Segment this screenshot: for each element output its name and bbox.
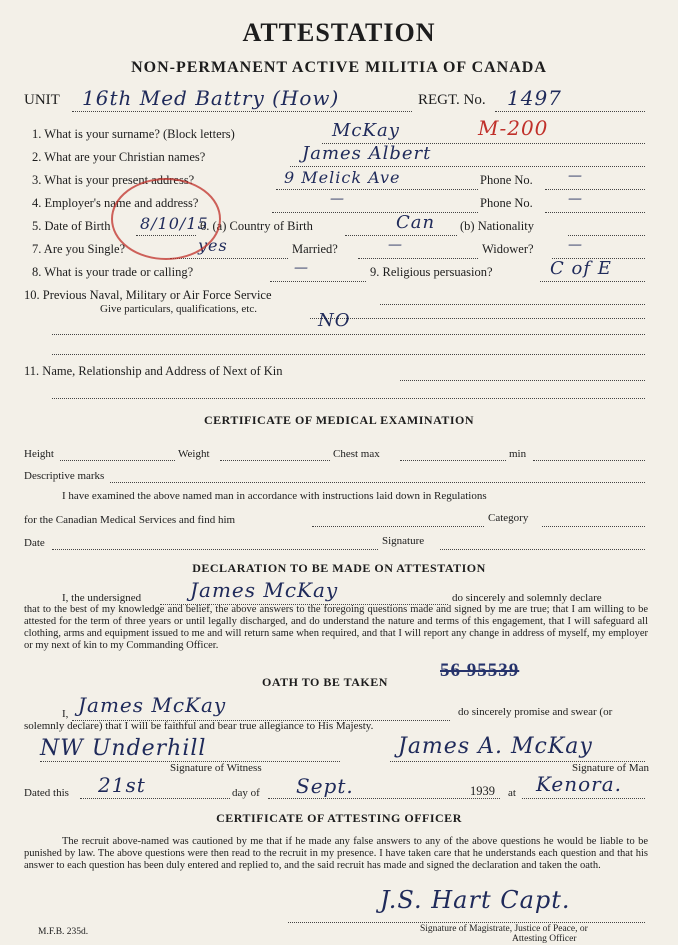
dated-label: Dated this (24, 787, 69, 799)
unit-label: UNIT (24, 92, 60, 108)
officer-signature: J.S. Hart Capt. (380, 886, 571, 914)
q8-label: 8. What is your trade or calling? (32, 265, 194, 279)
chest-label: Chest max (333, 448, 380, 460)
min-label: min (509, 448, 527, 460)
medical-text2: for the Canadian Medical Services and find him (24, 514, 236, 526)
oath-heading: OATH TO BE TAKEN (262, 675, 388, 689)
q9-value: C of E (550, 258, 612, 279)
q4-label: 4. Employer's name and address? (32, 196, 199, 210)
q7-widower-label: Widower? (482, 242, 534, 256)
q3-label: 3. What is your present address? (32, 173, 195, 187)
marks-label: Descriptive marks (24, 470, 105, 482)
q10-value: NO (318, 310, 351, 331)
year-value: 1939 (470, 784, 495, 798)
q6a-value: Can (396, 212, 436, 233)
medical-text1: I have examined the above named man in accordance with instructions laid down in Regulations (62, 490, 487, 502)
q7-married-label: Married? (292, 242, 338, 256)
at-label: at (508, 787, 516, 799)
oath-prefix: I, (62, 708, 69, 720)
q5-label: 5. Date of Birth (32, 219, 111, 233)
man-signature: James A. McKay (398, 734, 593, 759)
form-title: ATTESTATION (242, 18, 436, 47)
officer-heading: CERTIFICATE OF ATTESTING OFFICER (216, 811, 462, 825)
officer-sig-label-1: Signature of Magistrate, Justice of Peace, or (420, 924, 588, 934)
medical-heading: CERTIFICATE OF MEDICAL EXAMINATION (203, 413, 475, 427)
declaration-suffix: do sincerely and solemnly declare (452, 592, 602, 604)
declaration-prefix: I, the undersigned (62, 592, 142, 604)
q1-annotation: M-200 (478, 116, 549, 140)
q4-phone-label: Phone No. (480, 196, 533, 210)
q7-widower-value: — (568, 237, 583, 253)
category-label: Category (488, 512, 529, 524)
q10-label: 10. Previous Naval, Military or Air Force Service (24, 288, 272, 302)
month-value: Sept. (296, 774, 354, 798)
stamp-number: 56 95539 (440, 660, 520, 681)
q10-sub-label: Give particulars, qualifications, etc. (100, 303, 257, 315)
q4-value: — (330, 191, 345, 207)
officer-body: The recruit above-named was cautioned by me that if he made any false answers to any of the above questions he would be liable to be punished by law. The above questions were then read to the recruit in my presence. I have taken care that he understands each question and that his answer to each question has been duly entered and replied to, and the said recruit has made and signed the declaration and taken the oath. (24, 836, 648, 871)
q7-married-value: — (388, 237, 403, 253)
q5-value: 8/10/15 (140, 214, 209, 233)
q9-label: 9. Religious persuasion? (370, 265, 493, 279)
q3-phone-label: Phone No. (480, 173, 533, 187)
oath-suffix: do sincerely promise and swear (or (458, 706, 613, 718)
q4-phone-value: — (568, 191, 583, 207)
q7-label: 7. Are you Single? (32, 242, 126, 256)
day-value: 21st (98, 773, 146, 797)
regt-label: REGT. No. (418, 92, 486, 108)
day-of-label: day of (232, 787, 260, 799)
regt-value: 1497 (507, 86, 562, 110)
declaration-heading: DECLARATION TO BE MADE ON ATTESTATION (192, 561, 486, 575)
form-number: M.F.B. 235d. (38, 927, 89, 937)
q2-label: 2. What are your Christian names? (32, 150, 206, 164)
height-label: Height (24, 448, 54, 460)
date-label: Date (24, 537, 45, 549)
declaration-body: that to the best of my knowledge and belief, the above answers to the foregoing questions made and signed by me are true; that I am willing to be attested for the term of three years or until legally discharged, and do understand the nature and terms of this engagement, that I will safeguard all clothing, arms and equipment issued to me and will return same when required, and that I will report any change in address of myself, my employer or my next of kin to my Commanding Officer. (24, 604, 648, 651)
q3-phone-value: — (568, 168, 583, 184)
q3-value: 9 Melick Ave (284, 168, 401, 187)
q6b-label: (b) Nationality (460, 219, 534, 233)
q7-value: yes (198, 236, 228, 255)
declaration-name: James McKay (190, 578, 339, 602)
oath-name: James McKay (78, 693, 227, 717)
q8-value: — (294, 260, 309, 276)
witness-signature: NW Underhill (40, 736, 207, 761)
q6a-label: 6. (a) Country of Birth (200, 219, 313, 233)
oath-line2: solemnly declare) that I will be faithful and bear true allegiance to His Majesty. (24, 720, 374, 732)
red-circle-mark (108, 174, 226, 264)
witness-label: Signature of Witness (170, 762, 262, 774)
q11-label: 11. Name, Relationship and Address of Next of Kin (24, 364, 283, 378)
weight-label: Weight (178, 448, 210, 460)
man-label: Signature of Man (572, 762, 649, 774)
form-subtitle: NON-PERMANENT ACTIVE MILITIA OF CANADA (131, 59, 547, 76)
place-value: Kenora. (536, 772, 623, 796)
signature-label: Signature (382, 535, 425, 547)
q2-value: James Albert (302, 143, 432, 164)
q1-label: 1. What is your surname? (Block letters) (32, 127, 235, 141)
q1-value: McKay (332, 120, 400, 141)
officer-sig-label-2: Attesting Officer (512, 934, 577, 944)
unit-value: 16th Med Battry (How) (82, 86, 340, 110)
